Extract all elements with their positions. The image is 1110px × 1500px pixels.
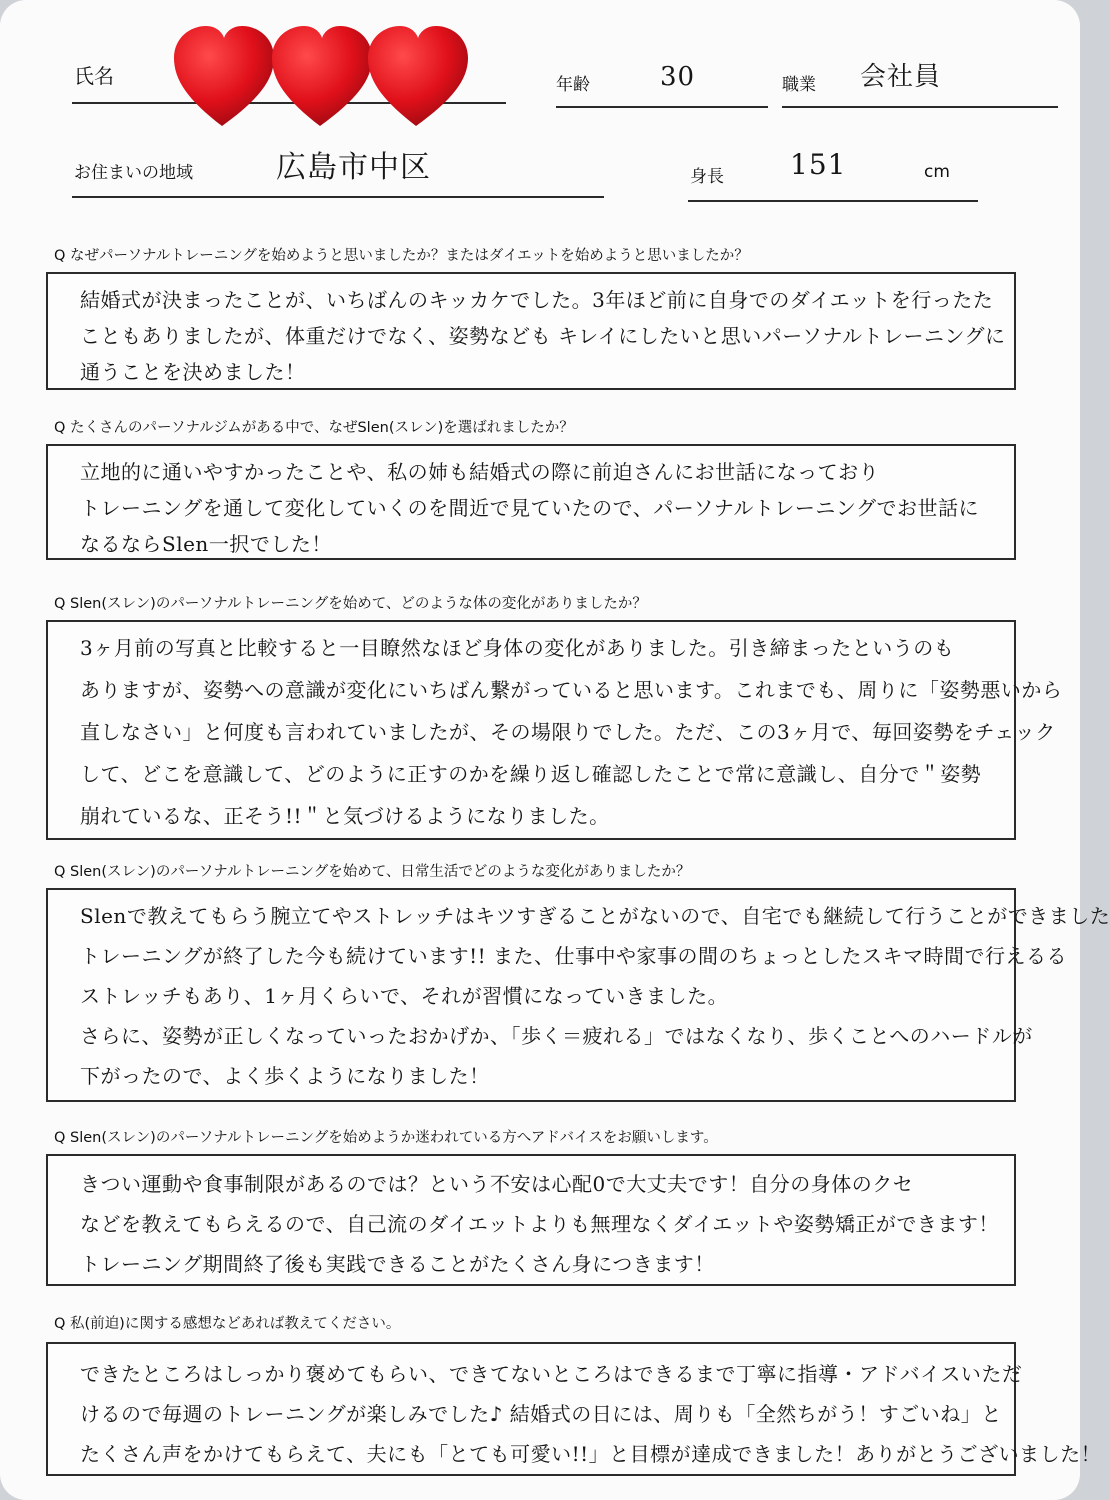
answer-line: こともありましたが、体重だけでなく、姿勢なども キレイにしたいと思いパーソナルトレーニングに (80, 324, 1006, 348)
question-5: Q Slen(スレン)のパーソナルトレーニングを始めようか迷われている方へアドバイスをお願いします。 (54, 1130, 718, 1146)
answer-box-1 (46, 272, 1016, 390)
question-1: Q なぜパーソナルトレーニングを始めようと思いましたか？またはダイエットを始めようと思いましたか？ (54, 248, 749, 264)
age-value: 30 (660, 62, 696, 92)
answer-line: たくさん声をかけてもらえて、夫にも「とても可愛い!!」と目標が達成できました！ありがとうございました！ (80, 1442, 1102, 1466)
answer-line: トレーニングを通して変化していくのを間近で見ていたので、パーソナルトレーニングでお世話に (80, 496, 979, 520)
answer-line: Slenで教えてもらう腕立てやストレッチはキツすぎることがないので、自宅でも継続して行うことができました (80, 904, 1110, 928)
answer-box-5 (46, 1154, 1016, 1286)
answer-line: ストレッチもあり、1ヶ月くらいで、それが習慣になっていきました。 (80, 984, 729, 1008)
answer-line: 崩れているな、正そう!!＂と気づけるようになりました。 (80, 804, 610, 828)
height-underline (688, 200, 978, 202)
answer-line: きつい運動や食事制限があるのでは？という不安は心配0で大丈夫です！自分の身体のクセ (80, 1172, 914, 1196)
name-label: 氏名 (74, 64, 114, 88)
answer-box-4 (46, 888, 1110, 1102)
job-value: 会社員 (860, 62, 942, 92)
heart-stickers (170, 22, 470, 132)
answer-box-2 (46, 444, 1016, 560)
age-label: 年齢 (556, 75, 590, 95)
answer-line: 下がったので、よく歩くようになりました！ (80, 1064, 490, 1088)
answer-line: 立地的に通いやすかったことや、私の姉も結婚式の際に前迫さんにお世話になっており (80, 460, 880, 484)
answer-line: ありますが、姿勢への意識が変化にいちばん繋がっていると思います。これまでも、周りに「姿勢悪いから (80, 678, 1063, 702)
answer-line: などを教えてもらえるので、自己流のダイエットよりも無理なくダイエットや姿勢矯正ができます！ (80, 1212, 999, 1236)
heart-icon (272, 26, 372, 126)
area-label: お住まいの地域 (74, 163, 193, 183)
answer-line: さらに、姿勢が正しくなっていったおかげか、「歩く＝疲れる」ではなくなり、歩くことへのハードルが (80, 1024, 1033, 1048)
height-unit: cm (924, 162, 950, 182)
answer-line: 直しなさい」と何度も言われていましたが、その場限りでした。ただ、この3ヶ月で、毎回姿勢をチェック (80, 720, 1056, 744)
answer-box-3 (46, 620, 1063, 840)
job-underline (782, 106, 1058, 108)
age-underline (556, 106, 768, 108)
answer-line: 通うことを決めました！ (80, 360, 306, 384)
heart-icon (368, 26, 468, 126)
answer-line: なるならSlen一択でした！ (80, 532, 332, 556)
answer-line: できたところはしっかり褒めてもらい、できてないところはできるまで丁寧に指導・アドバイスいただ (80, 1362, 1023, 1386)
question-2: Q たくさんのパーソナルジムがある中で、なぜSlen(スレン)を選ばれましたか？ (54, 420, 574, 436)
job-label: 職業 (782, 75, 816, 95)
answer-line: して、どこを意識して、どのように正すのかを繰り返し確認したことで常に意識し、自分で＂姿勢 (80, 762, 982, 786)
area-value: 広島市中区 (276, 150, 431, 185)
question-4: Q Slen(スレン)のパーソナルトレーニングを始めて、日常生活でどのような変化がありましたか？ (54, 864, 691, 880)
heart-icon (174, 26, 274, 126)
answer-line: 結婚式が決まったことが、いちばんのキッカケでした。3年ほど前に自身でのダイエットを行ったた (80, 288, 994, 312)
answer-line: トレーニング期間終了後も実践できることがたくさん身につきます！ (80, 1252, 715, 1276)
height-value: 151 (790, 148, 847, 181)
answer-line: けるので毎週のトレーニングが楽しみでした♪ 結婚式の日には、周りも「全然ちがう！すごいね」と (80, 1402, 1002, 1426)
height-label: 身長 (690, 167, 724, 187)
answer-line: トレーニングが終了した今も続けています!! また、仕事中や家事の間のちょっとしたスキマ時間で行えるる (80, 944, 1068, 968)
question-3: Q Slen(スレン)のパーソナルトレーニングを始めて、どのような体の変化がありましたか？ (54, 596, 647, 612)
question-6: Q 私(前迫)に関する感想などあれば教えてください。 (54, 1316, 401, 1332)
answer-box-6 (46, 1342, 1102, 1476)
area-underline (72, 196, 604, 198)
answer-line: 3ヶ月前の写真と比較すると一目瞭然なほど身体の変化がありました。引き締まったというのも (80, 636, 955, 660)
